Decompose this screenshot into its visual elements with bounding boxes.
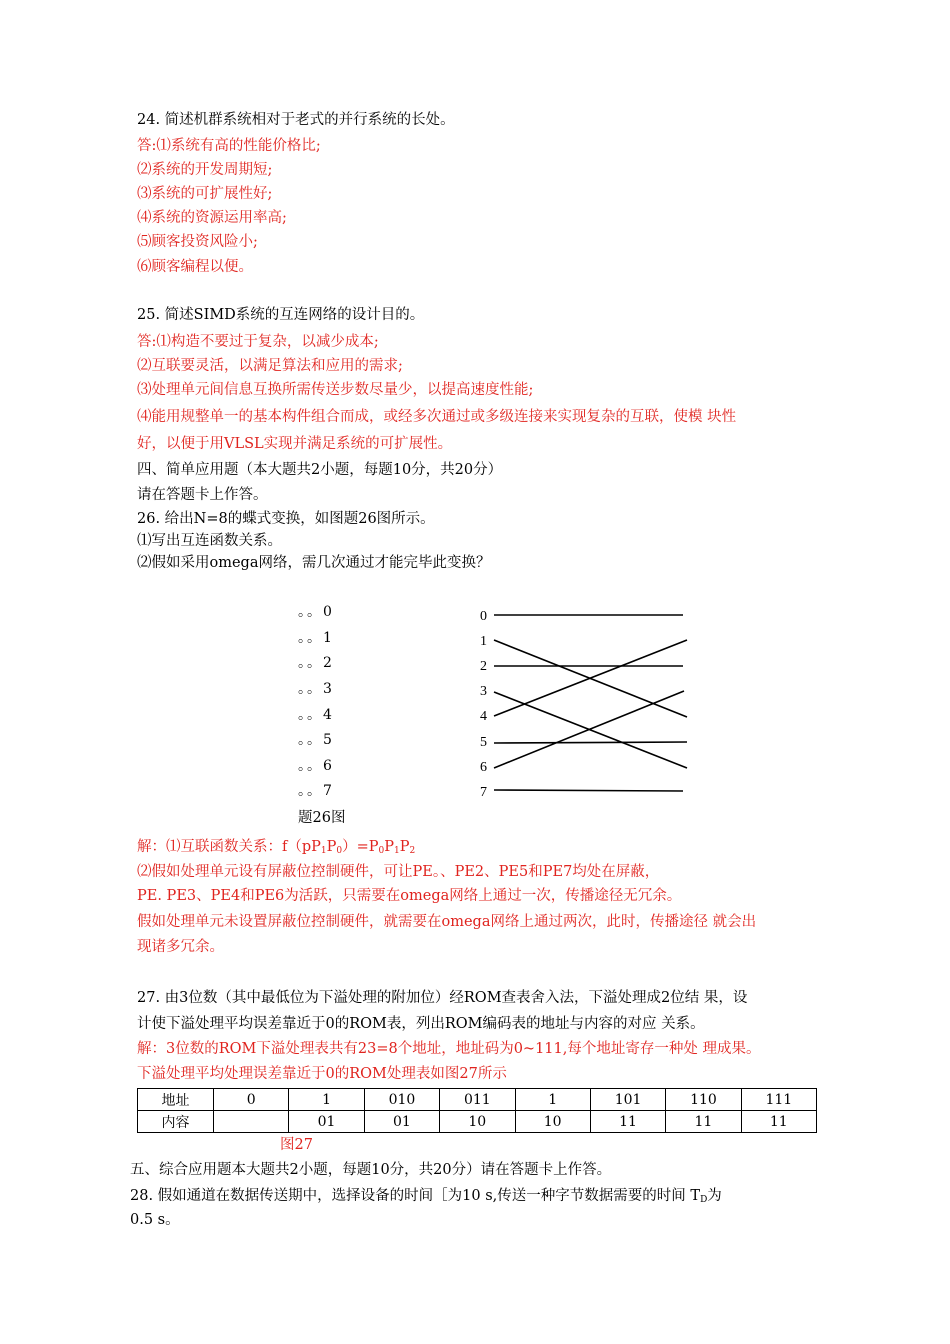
fig26-dot-row: 。。1 <box>298 630 334 646</box>
fig26-dot-row: 。。3 <box>298 681 334 697</box>
node-label-7: 7 <box>480 785 487 800</box>
node-label-6: 6 <box>480 760 487 775</box>
table-cell: 010 <box>364 1089 439 1111</box>
node-label-0: 0 <box>480 609 487 624</box>
node-label-5: 5 <box>480 735 487 750</box>
table-cell: 1 <box>515 1089 590 1111</box>
q25-answer-1: 答:⑴构造不要过于复杂，以减少成本; <box>137 334 379 350</box>
fig26-dot-row: 。。7 <box>298 783 334 799</box>
q24-answer-1: 答:⑴系统有高的性能价格比; <box>137 138 321 154</box>
fig26-dot-row: 。。6 <box>298 758 334 774</box>
table-cell: 111 <box>741 1089 816 1111</box>
table-cell: 11 <box>666 1111 741 1133</box>
table-cell: 01 <box>289 1111 364 1133</box>
table-cell: 0 <box>214 1089 289 1111</box>
q26-answer-1: 解：⑴互联函数关系：$f(pP_1P_0)=P_0P_1P_2$ <box>137 839 416 856</box>
q25-question: 25. 简述SIMD系统的互连网络的设计目的。 <box>137 307 425 323</box>
table-cell: 101 <box>590 1089 665 1111</box>
table-row <box>138 1089 817 1111</box>
q28-line-1: 28. 假如通道在数据传送期中，选择设备的时间［为10 s,传送一种字节数据需要的时间 $T_D$为 <box>130 1188 722 1205</box>
node-label-3: 3 <box>480 684 487 699</box>
q26-question: 26. 给出N=8的蝶式变换，如图题26图所示。 <box>137 511 435 527</box>
table-row-label: 内容 <box>138 1111 214 1133</box>
fig27-caption: 图27 <box>280 1137 313 1153</box>
q27-answer-2: 下溢处理平均处理误差靠近于0的ROM处理表如图27所示 <box>137 1066 507 1082</box>
fig26-dot-row: 。。4 <box>298 707 334 723</box>
table-cell: 11 <box>590 1111 665 1133</box>
q26-answer-5: 现诸多冗余。 <box>137 939 224 955</box>
q25-answer-5: 好，以便于用VLSL实现并满足系统的可扩展性。 <box>137 436 453 452</box>
fig26-caption: 题26图 <box>298 810 346 826</box>
q26-sub1: ⑴写出互连函数关系。 <box>137 533 282 549</box>
section5-title: 五、综合应用题本大题共2小题，每题10分，共20分）请在答题卡上作答。 <box>130 1162 612 1178</box>
q25-answer-2: ⑵互联要灵活，以满足算法和应用的需求; <box>137 358 403 374</box>
q24-answer-6: ⑹顾客编程以便。 <box>137 259 253 275</box>
node-label-1: 1 <box>480 634 487 649</box>
q26-answer-4: 假如处理单元未设置屏蔽位控制硬件，就需要在omega网络上通过两次，此时，传播途径 就会出 <box>137 914 757 930</box>
q27-question-2: 计使下溢处理平均误差靠近于0的ROM表，列出ROM编码表的地址与内容的对应 关系。 <box>137 1016 705 1032</box>
butterfly-diagram <box>470 600 700 800</box>
table-row-label: 地址 <box>138 1089 214 1111</box>
q24-question: 24. 简述机群系统相对于老式的并行系统的长处。 <box>137 112 455 128</box>
table-cell: 110 <box>666 1089 741 1111</box>
q27-answer-1: 解：3位数的ROM下溢处理表共有23=8个地址，地址码为0~111,每个地址寄存一种处 理成果。 <box>137 1041 761 1057</box>
fig26-dot-row: 。。5 <box>298 732 334 748</box>
section4-note: 请在答题卡上作答。 <box>137 487 268 503</box>
q28-line-2: 0.5 s。 <box>130 1212 180 1228</box>
q25-answer-4: ⑷能用规整单一的基本构件组合而成，或经多次通过或多级连接来实现复杂的互联，使模 块性 <box>137 409 737 425</box>
fig26-dot-row: 。。0 <box>298 604 334 620</box>
q24-answer-3: ⑶系统的可扩展性好; <box>137 186 273 202</box>
rom-table <box>137 1088 817 1133</box>
node-label-4: 4 <box>480 709 487 724</box>
q24-answer-4: ⑷系统的资源运用率高; <box>137 210 287 226</box>
node-label-2: 2 <box>480 659 487 674</box>
connection-line-5 <box>494 742 687 743</box>
table-cell: 011 <box>440 1089 515 1111</box>
section4-title: 四、简单应用题（本大题共2小题，每题10分，共20分） <box>137 462 503 478</box>
table-row <box>138 1111 817 1133</box>
q26-answer-3: PE. PE3、PE4和PE6为活跃，只需要在omega网络上通过一次，传播途径无冗余。 <box>137 888 682 904</box>
q25-answer-3: ⑶处理单元间信息互换所需传送步数尽量少，以提高速度性能; <box>137 382 534 398</box>
table-cell: 10 <box>515 1111 590 1133</box>
table-cell <box>214 1111 289 1133</box>
q26-sub2: ⑵假如采用omega网络，需几次通过才能完毕此变换？ <box>137 555 491 571</box>
connection-line-7 <box>494 790 683 791</box>
fig26-dot-row: 。。2 <box>298 655 334 671</box>
table-cell: 10 <box>440 1111 515 1133</box>
q27-question-1: 27. 由3位数（其中最低位为下溢处理的附加位）经ROM查表舍入法，下溢处理成2位结 果，设 <box>137 990 748 1006</box>
table-cell: 01 <box>364 1111 439 1133</box>
q24-answer-5: ⑸顾客投资风险小; <box>137 234 258 250</box>
q26-answer-2: ⑵假如处理单元设有屏蔽位控制硬件，可让PE。、PE2、PE5和PE7均处在屏蔽， <box>137 864 660 880</box>
table-cell: 11 <box>741 1111 816 1133</box>
table-cell: 1 <box>289 1089 364 1111</box>
q24-answer-2: ⑵系统的开发周期短; <box>137 162 273 178</box>
